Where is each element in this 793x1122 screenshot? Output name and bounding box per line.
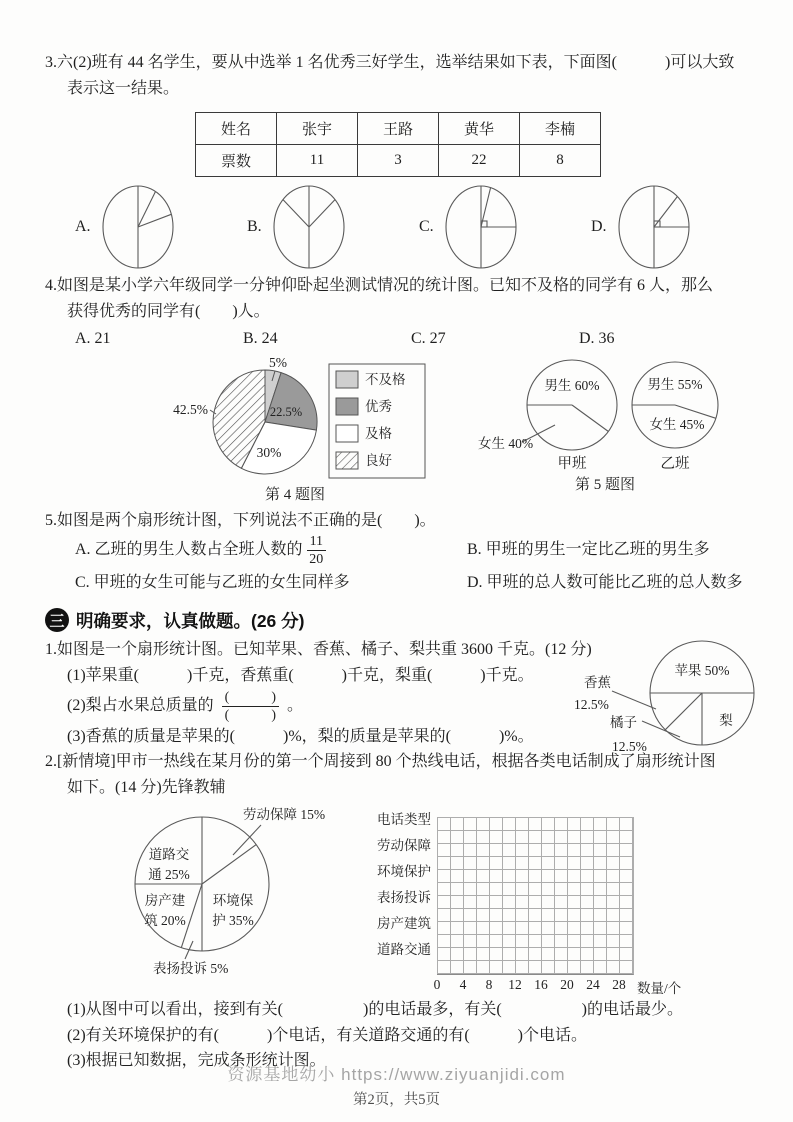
labor-label: 劳动保障 15% (243, 807, 326, 823)
x-tick: 20 (560, 977, 574, 993)
legend-label: 良好 (365, 452, 392, 468)
class2-male-label: 男生 55% (647, 376, 703, 392)
s3q2-figures (45, 803, 763, 997)
q5-row2 (75, 568, 763, 598)
road-label-1: 道路交 (148, 847, 190, 863)
x-tick: 0 (433, 977, 441, 993)
table-cell: 8 (520, 144, 601, 176)
answer-option: A. 21 (75, 329, 111, 347)
table-cell: 张宇 (277, 112, 358, 144)
class1-caption: 甲班 (557, 455, 587, 472)
figure-caption: 第 5 题图 (574, 476, 636, 493)
item2-suffix: 。 (287, 697, 304, 715)
pear-label: 梨 (719, 712, 733, 728)
bar-category-label: 道路交通 (377, 942, 431, 958)
q4-answers (75, 325, 763, 352)
fraction-denominator: ( ) (224, 708, 276, 724)
q3-option-d (591, 183, 763, 271)
pie-option-b-icon (270, 183, 348, 271)
figure-5-pie-charts (465, 356, 793, 506)
x-tick: 8 (485, 977, 493, 993)
figure-4-pie-chart (115, 356, 435, 506)
class1-female-label: 女生 40% (478, 435, 534, 451)
slice-label-pass: 30% (256, 444, 282, 460)
s3q2-line2: 如下。(14 分)先锋教辅 (67, 779, 226, 797)
answer-option: C. 27 (411, 329, 446, 347)
q3-line2: 表示这一结果。 (67, 79, 180, 97)
fraction-denominator: 20 (309, 552, 324, 568)
table-cell: 11 (277, 144, 358, 176)
question-4 (45, 273, 763, 508)
x-tick: 16 (534, 977, 548, 993)
section-number-icon: 三 (45, 608, 69, 632)
table-cell: 22 (439, 144, 520, 176)
x-tick: 24 (586, 977, 600, 993)
bar-category-label: 劳动保障 (377, 838, 431, 854)
item2-prefix: (2)梨占水果总质量的 (67, 697, 214, 715)
fraction-blank (222, 690, 279, 724)
orange-label: 橘子 (610, 714, 637, 730)
slice-label-good: 42.5% (173, 401, 208, 417)
slice-label-excellent: 22.5% (269, 404, 303, 419)
table-row (196, 112, 601, 144)
s3q1-line1: 1.如图是一个扇形统计图。已知苹果、香蕉、橘子、梨共重 3600 千克。(12 分) (45, 640, 592, 658)
bar-axis-title: 电话类型 (377, 812, 431, 828)
answer-option: D. 36 (579, 329, 615, 347)
figure-caption: 第 4 题图 (264, 486, 326, 503)
pie-option-c-icon (442, 183, 520, 271)
orange-pct-label: 12.5% (612, 738, 647, 754)
q3-line1: 3.六(2)班有 44 名学生，要从中选举 1 名优秀三好学生，选举结果如下表，下面图( )可以大致 (45, 54, 735, 71)
x-tick: 28 (612, 977, 626, 993)
pie-option-a-icon (99, 183, 177, 271)
s3q2-item2: (2)有关环境保护的有( )个电话，有关道路交通的有( )个电话。 (67, 1026, 587, 1044)
q5-options (75, 534, 763, 598)
table-cell: 黄华 (439, 112, 520, 144)
banana-pct-label: 12.5% (574, 696, 609, 712)
house-label-2: 筑 20% (144, 913, 186, 929)
table-cell: 王路 (358, 112, 439, 144)
s3q2-item1: (1)从图中可以看出，接到有关( )的电话最多，有关( )的电话最少。 (67, 1001, 683, 1019)
class1-male-label: 男生 60% (544, 377, 600, 393)
fraction (307, 534, 326, 568)
q3-option-c (419, 183, 591, 271)
bar-category-label: 房产建筑 (377, 916, 431, 932)
bar-chart (365, 803, 705, 995)
option-text: A. 乙班的男生人数占全班人数的 (75, 541, 303, 559)
pie-option-d-icon (615, 183, 693, 271)
s3q1-item2 (45, 688, 627, 723)
apple-label: 苹果 50% (674, 662, 730, 678)
section-3-header (45, 608, 763, 633)
question-5 (45, 508, 763, 598)
hotline-pie-chart (65, 803, 395, 995)
figure-4-legend (329, 364, 425, 478)
table-cell: 票数 (196, 144, 277, 176)
table-row (196, 144, 601, 176)
q5-row1 (75, 534, 763, 568)
slice-label-fail: 5% (269, 355, 287, 370)
q3-option-a (75, 183, 247, 271)
table-cell: 姓名 (196, 112, 277, 144)
q5-option-c: C. 甲班的女生可能与乙班的女生同样多 (75, 573, 350, 591)
bar-chart-grid (437, 817, 634, 975)
legend-label: 优秀 (365, 398, 392, 414)
s3q2-line1: 2.[新情境]甲市一热线在某月份的第一个周接到 80 个热线电话，根据各类电话制成了扇形统计图 (45, 753, 716, 771)
option-letter: A. (75, 217, 91, 235)
bar-category-label: 表扬投诉 (377, 890, 431, 906)
section-title: 明确要求，认真做题。(26 分) (76, 610, 305, 631)
table-cell: 3 (358, 144, 439, 176)
fraction-numerator: 11 (307, 534, 326, 551)
legend-label: 不及格 (365, 371, 406, 387)
x-axis-unit: 数量/个 (637, 981, 682, 997)
q3-pie-options (75, 183, 763, 271)
q3-option-b (247, 183, 419, 271)
s3q2-item3: (3)根据已知数据，完成条形统计图。 (67, 1052, 326, 1070)
road-label-2: 通 25% (148, 867, 190, 883)
option-letter: D. (591, 217, 607, 235)
house-label-1: 房产建 (144, 893, 186, 909)
q5-option-d: D. 甲班的总人数可能比乙班的总人数多 (467, 573, 743, 591)
praise-label: 表扬投诉 5% (153, 961, 229, 977)
class2-caption: 乙班 (660, 455, 690, 472)
env-label-2: 护 35% (212, 913, 254, 929)
class2-female-label: 女生 45% (649, 416, 705, 432)
question-3 (45, 50, 763, 271)
option-letter: B. (247, 217, 262, 235)
answer-option: B. 24 (243, 329, 278, 347)
q4-line2: 获得优秀的同学有( )人。 (67, 302, 270, 320)
legend-label: 及格 (365, 425, 392, 441)
q5-option-b: B. 甲班的男生一定比乙班的男生多 (467, 541, 710, 559)
s3q1-item1: (1)苹果重( )千克，香蕉重( )千克，梨重( )千克。 (67, 666, 534, 684)
x-tick: 4 (459, 977, 467, 993)
option-letter: C. (419, 217, 434, 235)
s3-question-2 (45, 749, 763, 1074)
vote-table (195, 112, 601, 177)
banana-label: 香蕉 (584, 674, 611, 690)
table-cell: 李楠 (520, 112, 601, 144)
s3q1-item3: (3)香蕉的质量是苹果的( )%，梨的质量是苹果的( )%。 (67, 727, 534, 745)
fraction-numerator: ( ) (222, 690, 279, 707)
q5-line1: 5.如图是两个扇形统计图，下列说法不正确的是( )。 (45, 511, 436, 529)
q4-figures (45, 356, 763, 508)
env-label-1: 环境保 (212, 893, 254, 909)
q5-option-a (75, 534, 467, 568)
x-tick: 12 (508, 977, 522, 993)
s3-question-1 (45, 637, 763, 754)
q4-line1: 4.如图是某小学六年级同学一分钟仰卧起坐测试情况的统计图。已知不及格的同学有 6 人，那么 (45, 276, 714, 294)
page-number: 第2页，共5页 (353, 1092, 440, 1108)
bar-category-label: 环境保护 (377, 864, 431, 880)
footer-watermark: 资源基地幼小 https://www.ziyuanjidi.com (227, 1065, 566, 1084)
